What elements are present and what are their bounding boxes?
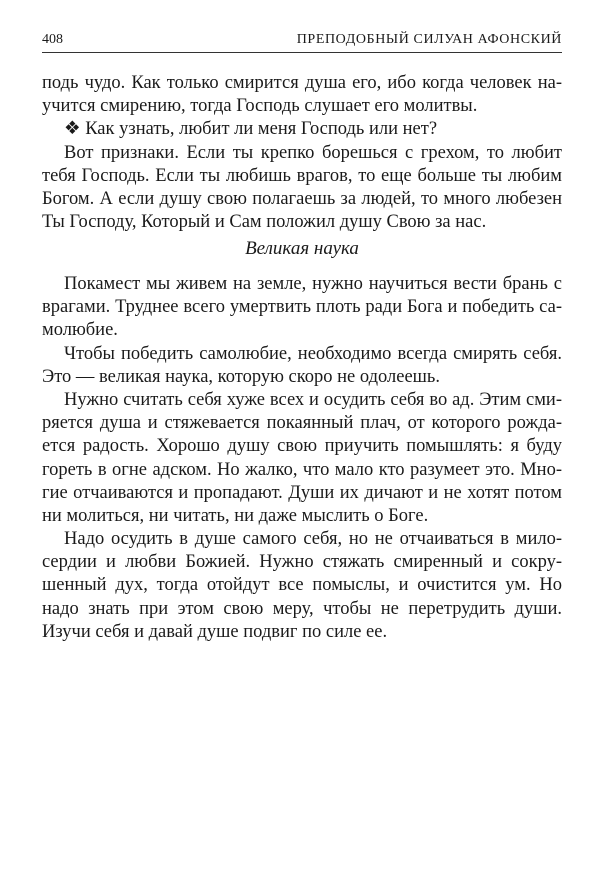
text-block-1 [42,72,562,234]
text-line: Нужно считать себя хуже всех и осудить себя во ад. Этим сми- [64,389,562,410]
running-title: ПРЕПОДОБНЫЙ СИЛУАН АФОНСКИЙ [296,32,562,47]
page-number: 408 [42,32,63,47]
paragraph [42,118,562,141]
text-line: ряется душа и стяжевается покаянный плач, от которого рожда- [42,413,562,434]
text-line: учится смирению, тогда Господь слушает его молитвы. [42,96,478,117]
section-title: Великая наука [245,238,359,259]
text-line: Богом. А если душу свою полагаешь за людей, то много любезен [42,188,562,209]
page-header [42,30,562,53]
text-line: Вот признаки. Если ты крепко борешься с грехом, то любит [64,142,562,163]
text-line: ❖ Как узнать, любит ли меня Господь или нет? [64,119,438,140]
paragraph [42,142,562,235]
paragraph [42,528,562,644]
text-line: Покамест мы живем на земле, нужно научиться вести брань с [64,274,562,294]
text-line: подь чудо. Как только смирится душа его, ибо когда человек на- [42,73,562,93]
text-line: ни молиться, ни читать, ни даже мыслить о Боге. [42,505,429,526]
paragraph [42,389,562,528]
text-line: Изучи себя и давай душе подвиг по силе ее. [42,621,388,642]
paragraph [42,343,562,389]
paragraph [42,72,562,118]
text-line: врагами. Труднее всего умертвить плоть ради Бога и победить са- [42,297,562,318]
text-line: Ты Господу, Который и Сам положил душу Свою за нас. [42,212,487,233]
paragraph [42,273,562,343]
text-line: тебя Господь. Если ты любишь врагов, то еще больше ты любим [42,165,562,186]
text-line: гие отчаиваются и пропадают. Души их дичают и не хотят потом [42,482,562,503]
text-line: надо знать при этом свою меру, чтобы не перетрудить души. [42,598,562,619]
text-block-2 [42,273,562,644]
text-line: сердии и любви Божией. Нужно стяжать смиренный и сокру- [42,552,562,573]
text-line: ется радость. Хорошо душу свою приучить помышлять: я буду [42,436,562,457]
text-line: молюбие. [42,320,118,341]
text-line: Надо осудить в душе самого себя, но не отчаиваться в мило- [64,529,562,550]
text-line: Чтобы победить самолюбие, необходимо всегда смирять себя. [64,343,562,364]
text-line: шенный дух, тогда отойдут все помыслы, и очистится ум. Но [42,575,562,596]
text-line: Это — великая наука, которую скоро не одолеешь. [42,366,440,387]
text-line: гореть в огне адском. Но жалко, что мало кто разумеет это. Мно- [42,459,562,480]
